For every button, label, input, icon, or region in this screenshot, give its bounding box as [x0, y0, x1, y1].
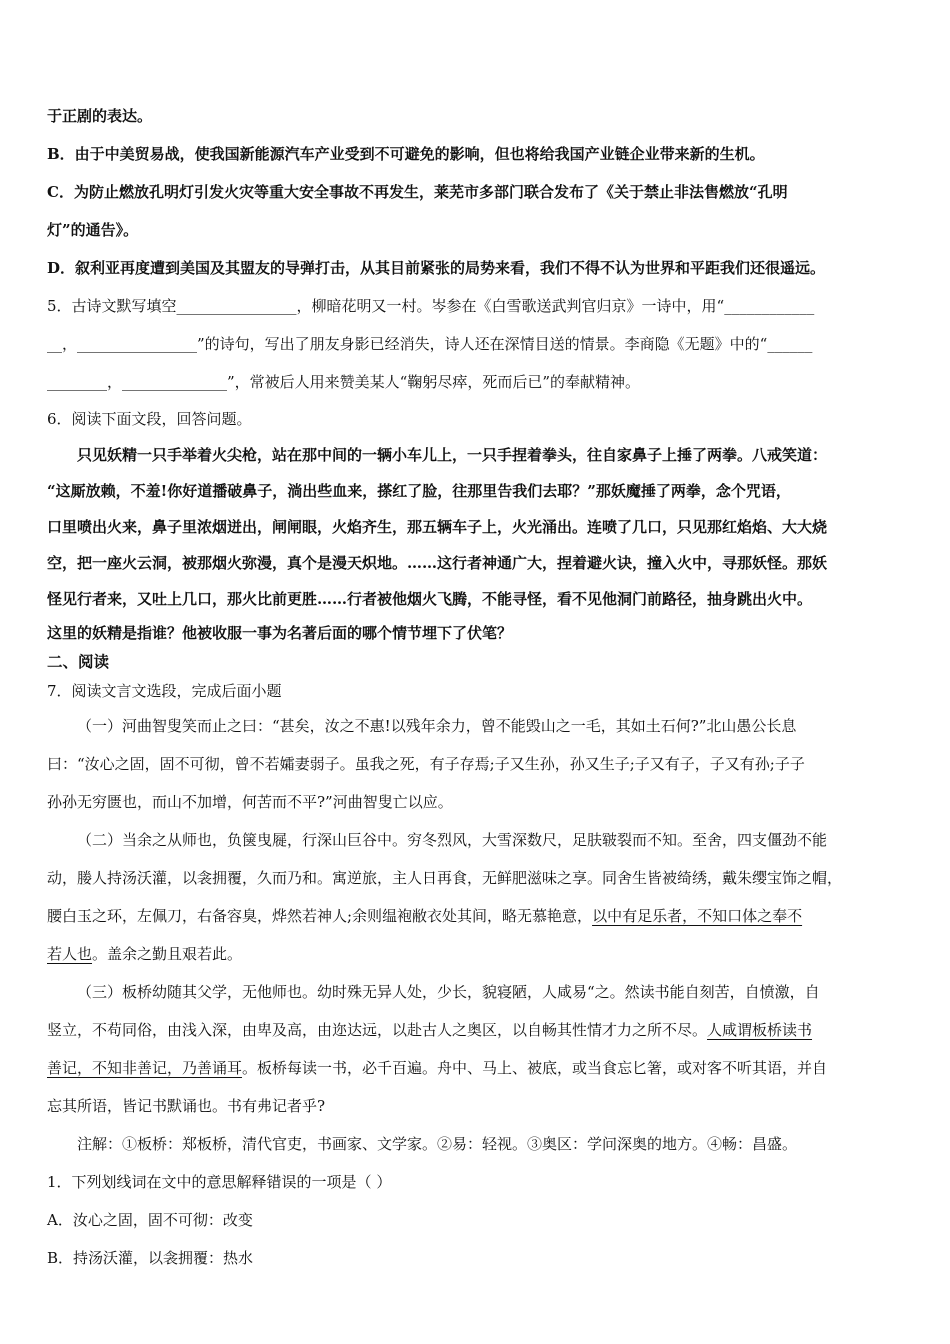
question-5: 5．古诗文默写填空________________，柳暗花明又一村。岑参在《白雪歌送武判官归京》一诗中，用“____________ [47, 297, 815, 315]
passage-3-line-1: （三）板桥幼随其父学，无他师也。幼时殊无异人处，少长，貌寝陋，人咸易“之。然读书能自刻苦，自愤激，自 [77, 983, 820, 1001]
question-7: 7．阅读文言文选段，完成后面小题 [47, 682, 282, 700]
passage-6-line-4: 空，把一座火云洞，被那烟火弥漫，真个是漫天炽地。……这行者神通广大，捏着避火诀，撞入火中，寻那妖怪。那妖 [47, 554, 828, 572]
sub-question-1-option-a: A．汝心之固，固不可彻：改变 [47, 1211, 253, 1229]
passage-3-line-2-text: 竖立，不苟同俗，由浅入深，由卑及高，由迩达远，以赴古人之奥区，以自畅其性情才力之所不尽。 [47, 1021, 708, 1039]
passage-1-line-3: 孙孙无穷匮也，而山不加增，何苦而不平?”河曲智叟亡以应。 [47, 793, 453, 811]
passage-3-line-2 [47, 1011, 916, 1049]
sub-question-1: 1．下列划线词在文中的意思解释错误的一项是（ ） [47, 1173, 392, 1191]
passage-6-line-1: 只见妖精一只手举着火尖枪，站在那中间的一辆小车儿上，一只手捏着拳头，往自家鼻子上捶了两拳。八戒笑道： [77, 446, 828, 464]
passage-1-line-1: （一）河曲智叟笑而止之曰：“甚矣，汝之不惠!以残年余力，曾不能毁山之一毛，其如土石何?”北山愚公长息 [77, 717, 797, 735]
question-5-line-2: __，________________”的诗句，写出了朋友身影已经消失，诗人还在深情目送的情景。李商隐《无题》中的“______ [47, 335, 813, 353]
question-5-line-3: ________，______________”，常被后人用来赞美某人“鞠躬尽瘁，死而后已”的奉献精神。 [47, 373, 641, 391]
passage-2-line-4 [47, 935, 916, 973]
option-d: D．叙利亚再度遭到美国及其盟友的导弹打击，从其目前紧张的局势来看，我们不得不认为世界和平距我们还很遥远。 [47, 259, 826, 277]
option-c-continuation: 灯”的通告》。 [47, 221, 139, 239]
section-heading-reading: 二、阅读 [47, 652, 110, 671]
passage-3-line-3-text: 。板桥每读一书，必千百遍。舟中、马上、被底，或当食忘匕箸，或对客不听其语，并自 [242, 1059, 828, 1077]
underlined-sentence-3-end: 善记，不知非善记，乃善诵耳 [47, 1059, 243, 1077]
passage-1-line-2: 曰：“汝心之固，固不可彻，曾不若孀妻弱子。虽我之死，有子存焉;子又生孙，孙又生子;子又有子，子又有孙;子子 [47, 755, 805, 773]
passage-2-line-3 [47, 897, 916, 935]
underlined-sentence-2: 以中有足乐者，不知口体之奉不 [592, 907, 803, 925]
annotation-notes: 注解：①板桥：郑板桥，清代官吏，书画家、文学家。②易：轻视。③奥区：学问深奥的地方。④畅：昌盛。 [77, 1135, 798, 1153]
passage-3-line-3 [47, 1049, 916, 1087]
passage-6-line-5: 怪见行者来，又吐上几口，那火比前更胜……行者被他烟火飞腾，不能寻怪，看不见他洞门前路径，抽身跳出火中。 [47, 590, 813, 608]
passage-3-line-4: 忘其所语，皆记书默诵也。书有弗记者乎? [47, 1097, 326, 1115]
option-b: B．由于中美贸易战，使我国新能源汽车产业受到不可避免的影响，但也将给我国产业链企业带来新的生机。 [47, 145, 765, 163]
sub-question-1-option-b: B．持汤沃灌，以衾拥覆：热水 [47, 1249, 254, 1267]
passage-2-line-3-text: 腰白玉之环，左佩刀，右备容臭，烨然若神人;余则缊袍敝衣处其间，略无慕艳意， [47, 907, 593, 925]
option-a-continuation: 于正剧的表达。 [47, 107, 153, 125]
underlined-sentence-2-end: 若人也 [47, 945, 93, 963]
option-c: C．为防止燃放孔明灯引发火灾等重大安全事故不再发生，莱芜市多部门联合发布了《关于禁止非法售燃放“孔明 [47, 183, 788, 201]
underlined-sentence-3: 人咸谓板桥读书 [707, 1021, 813, 1039]
passage-6-line-2: “这厮放赖，不羞!你好道播破鼻子，淌出些血来，搽红了脸，往那里告我们去耶？”那妖魔捶了两拳，念个咒语， [47, 482, 791, 500]
passage-2-line-4-text: 。盖余之勤且艰若此。 [92, 945, 243, 963]
passage-2-line-2: 动，媵人持汤沃灌，以衾拥覆，久而乃和。寓逆旅，主人日再食，无鲜肥滋味之享。同舍生皆被绮绣，戴朱缨宝饰之帽， [47, 869, 843, 887]
question-6-prompt: 这里的妖精是指谁？他被收服一事为名著后面的哪个情节埋下了伏笔？ [47, 624, 513, 642]
passage-6-line-3: 口里喷出火来，鼻子里浓烟迸出，闸闸眼，火焰齐生，那五辆车子上，火光涌出。连喷了几口，只见那红焰焰、大大烧 [47, 518, 828, 536]
question-6: 6．阅读下面文段，回答问题。 [47, 410, 252, 428]
passage-2-line-1: （二）当余之从师也，负箧曳屣，行深山巨谷中。穷冬烈风，大雪深数尺，足肤皲裂而不知。至舍，四支僵劲不能 [77, 831, 828, 849]
